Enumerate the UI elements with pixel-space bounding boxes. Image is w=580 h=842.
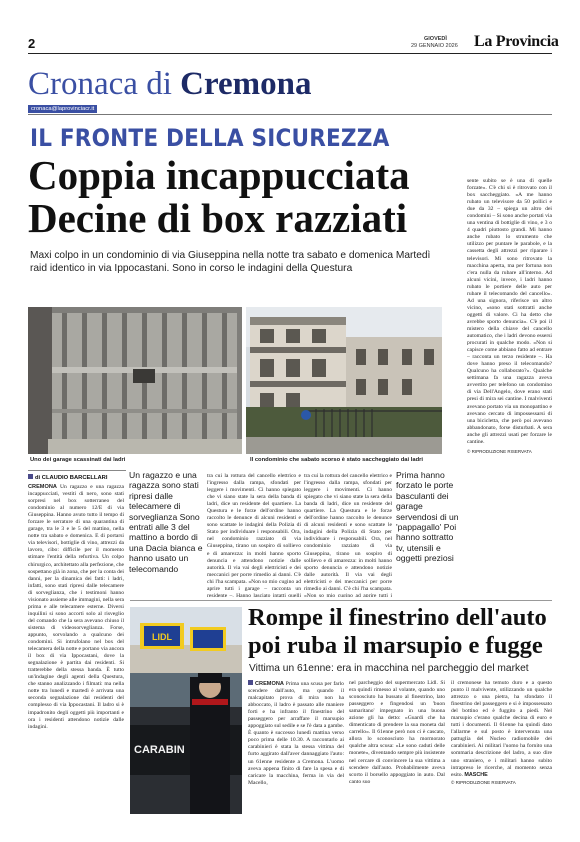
article1-headline — [28, 154, 410, 240]
photo1-caption: Uno dei garage scassinati dai ladri — [30, 457, 126, 463]
article1-column-3 — [304, 473, 392, 597]
byline-text: di CLAUDIO BARCELLARI — [35, 475, 108, 481]
article2-square-icon — [248, 680, 253, 685]
section-email[interactable]: cronaca@laprovinciacr.it — [28, 105, 97, 113]
condominium-image — [246, 307, 442, 454]
garage-door-image — [28, 307, 242, 454]
garage-door-photo — [28, 307, 242, 454]
article2-top-rule — [130, 600, 552, 601]
article2-headline-line-2: poi ruba il marsupio e fugge — [248, 632, 543, 659]
article1-column-4 — [467, 178, 552, 596]
article1-dateline: CREMONA — [28, 484, 57, 490]
section-prefix: Cronaca di — [28, 66, 172, 102]
article1-kicker: IL FRONTE DELLA SICUREZZA — [30, 124, 390, 152]
masthead-date: 29 GENNAIO 2026 — [411, 43, 458, 49]
article2-col1-text: Prima una scusa per farlo scendere dall'auto, ma quando il malcapitato prova di mira non ha abboccato, il ladro è passato alle maniere forti e ha infranto il finestrino del passeggero per arraffare il marsupio appoggiato sul sedile e se l'è data a gambe. È quanto è successo lunedì mattina verso poco prima delle 10.30. A raccontarlo ai carabinieri è stata la stessa vittima del furto aggirato dall'aver dannaggiato l'auto: un 61enne residente a Cremona. L'uomo aveva appena finito di fare la spesa e di caricare la macchina, ferma in via del Macello, — [248, 681, 344, 786]
article1-byline — [28, 474, 107, 481]
condominium-photo — [246, 307, 442, 454]
masthead-paper-name: La Provincia — [474, 33, 559, 50]
section-title — [28, 66, 311, 102]
article2-col3-text: il cremonese ha temuto duro e a questo punto il malvivente, utilizzando un qualche attrezzo o una pietra, ha sfondato il finestrino del passeggero e si è impossessato del bottino ed è fuggito a piedi. Nel marsupio c'erano qualche decina di euro e tutti i documenti. Il 61enne ha quindi dato l'allarme e sul posto è intervenuta una pattuglia del Nucleo radiomobile dei carabinieri. Ai militari l'uomo ha fornito una sommaria descrizione del ladro, a suo dire uno straniero, e i militari hanno subito intrapreso le ricerche, al momento senza esito. — [451, 680, 552, 778]
article1-col1-text: Un ragazzo e una ragazza incappucciati, vestiti di nero, sono stati sorpresi nel box sotterraneo del condominio al numero 12/E di via Giuseppina. Hanno avuto tutto il tempo di forzare le serrature di una quarantina di garage, tra le 3 e le 5 del mattino, nella notte tra sabato e domenica. E di portarsi via televisori, bottiglie di vino, attrezzi da lavoro, cibo: difficile per il momento stimare l'entità della refurtiva. Un colpo chirurgico, architettato alla perfezione, che sospettano già in zona, che per la conta dei danni, per la dinamica dei fatti: i ladri, infatti, sono stati ripresi dalle telecamere di sorveglianza, che i testimoni hanno visionato assieme alle immagini, nella sera prima e alle telecamere esterne. Diversi inquilini si sono accorti solo al risveglio del comando che la sera avevano chiuso il sistema di videosorveglianza. Forse, appunto, sorvolando a qualcuno dei condomini. Si intrufolano nel box del telecamera della notte e portano via ancora il box di via Ippocastani, dove la segnalazione è partita dai residenti. Si tratterebbe della stessa banda. È tutto un'indagine degli agenti della Questura, che stanno analizzando i filmati: ma nella notte tra lunedì e martedì è arrivata una seconda segnalazione dai residenti del complesso di via Ippocastani. Il ladro si è impadronito degli oggetti più importanti e ora i residenti attendono notizie dalle indagini. — [28, 484, 124, 730]
article1-column-1 — [28, 484, 124, 814]
article2-headline — [248, 604, 547, 660]
article2-column-1 — [248, 680, 344, 808]
article2-headline-line-1: Rompe il finestrino dell'auto — [248, 604, 547, 631]
market-photo — [130, 607, 242, 814]
col3-text: sente subito se è una di quelle forzate». C'è chi si è ritrovato con il box saccheggiato. «A me hanno rubato un televisore da 50 pollici e due da 32 – spiega un altro dei condomini – Si sono anche portati via una ventina di bottiglie di vino, e 3 o 4 quadri piuttosto grandi. Mi hanno anche rubato lo strumento che utilizzo per puntare le parabole, e la cassetta degli attrezzi per riparare i televisori. Mi sono ritrovato la macchina aperta, ma per fortuna non c'era nulla da rubare all'interno. Ad alcuni vicini, invece, i ladri hanno rubato le portiere delle auto per rubare il telecomando del cancello». Ad una signora, riferisce un altro vicino, «sono stati sottratti anche oggetti di valore. Ci ha detto che avrebbe sporto denuncia». C'è poi il mistero della chiave del cancello automatico, che i ladri devono essersi procurati in qualche modo. «Non si capisce come abbiano fatto ad entrare – racconta un terzo residente –. Ha dove hanno preso il telecomando? Qualcuno ha collaborato?». Qualche settimana fa una ragazza aveva avvertito per telefono un condomino di via Dell'Angelo, dove erano stati presi di mira sei cantine. I malviventi avevano portato via un monopattino e avevano cercato di impossessarsi di una bicicletta, che però poi avevano abbandonato, forse disturbati. A sera anche gli attrezzi usati per forzare le cantine. — [467, 178, 552, 445]
headline-line-2: Decine di box razziati — [28, 195, 408, 241]
col3-end-note: © RIPRODUZIONE RISERVATA — [467, 448, 532, 454]
headline-line-1: Coppia incappucciata — [28, 152, 410, 198]
article1-subhead: Maxi colpo in un condominio di via Giuseppina nella notte tra sabato e domenica Martedì raid identico in via Ippocastani. Sono in corso le indagini della Questura — [30, 250, 431, 275]
carabinieri-image — [130, 607, 242, 814]
pull-quote-2: Prima hanno forzato le porte basculanti dei garage servendosi di un 'pappagallo' Poi hanno sottratto tv, utensili e oggetti preziosi — [396, 470, 459, 564]
byline-square-icon — [28, 474, 33, 479]
article1-column-2: tra cui la rottura del cancello elettrico e l'ingresso dalla rampa, sfondati per leggere i movimenti. Ci hanno spiegato che vi siano state la sera della banda di ladri, dice un residente del quartiere. La Questura e le forze dell'ordine hanno raccolto le denunce di alcuni residenti e sono scattate le indagini della Polizia di Stato per individuare i responsabili. Ora, nel condominio razziato di via Giuseppina, tirano un sospiro di sollievo e di amarezza: in molti hanno sporto denuncia e attendono notizie dalle autorità. Il via vai degli elettricisti e dei meccanici per porre rimedio ai danni. C'è chi l'ha scampata. «Non so mio cugino ad aprire tutti i garage – racconta un residente –. Hanno lasciato intatti quelli — [207, 473, 301, 597]
lidl-sign-text: LIDL — [152, 632, 172, 642]
byline-rule — [28, 470, 126, 471]
section-rule — [28, 114, 552, 115]
section-city: Cremona — [180, 66, 312, 102]
masthead-rule — [28, 53, 552, 54]
article2-subhead: Vittima un 61enne: era in macchina nel parcheggio del market — [249, 663, 529, 674]
article2-column-2: nel parcheggio del supermercato Lidl. Si era quindi rimesso al volante, quando uno sconosciuto ha bussato al finestrino, lato passeggero e fingendosi un 'buon samaritano' impegnato in una buona azione gli ha detto: «Guardi che ha dimenticato di prendere la sua moneta dal carrello». Il 61enne però non ci è cascato, allora lo sconosciuto ha mormorato qualche altra scusa: «Le sono caduti delle monete», diventando sempre più insistente nel cercare di convincere la sua vittima a scendere dall'auto. Probabilmente aveva scorto il borsello appoggiato in auto. Dal canto suo — [349, 680, 445, 785]
svg-text:CARABIN: CARABIN — [134, 744, 185, 756]
article2-dateline: CREMONA — [255, 681, 284, 687]
article2-signature: MASCHE — [464, 771, 488, 778]
pull-quote-1: Un ragazzo e una ragazza sono stati ripresi dalle telecamere di sorveglianza Sono entrati alle 3 del mattino a bordo di una Dacia bianca e hanno usato un telecomando — [129, 470, 203, 574]
article2-end-note: © RIPRODUZIONE RISERVATA — [451, 779, 516, 785]
col2-continuation: tra cui la rottura del cancello elettrico e l'ingresso dalla rampa, sfondati per leggere i movimenti. Ci hanno spiegato che vi siano state la sera della banda di ladri, dice un residente del quartiere. La Questura e le forze dell'ordine hanno raccolto le denunce di alcuni residenti e sono scattate le indagini della Polizia di Stato per individuare i responsabili. Ora, nel condominio razziato di via Giuseppina, tirano un sospiro di sollievo e di amarezza: in molti hanno sporto denuncia e attendono notizie dalle autorità. Il via vai degli elettricisti e dei meccanici per porre rimedio ai danni. C'è chi l'ha scampata. «Non so mio cugino ad aprire tutti i — [304, 473, 392, 597]
masthead-day: GIOVEDÌ — [424, 36, 447, 42]
page-number: 2 — [28, 36, 36, 51]
photo2-caption: Il condominio che sabato scorso è stato saccheggiato dai ladri — [250, 457, 423, 463]
article2-column-3 — [451, 680, 552, 808]
